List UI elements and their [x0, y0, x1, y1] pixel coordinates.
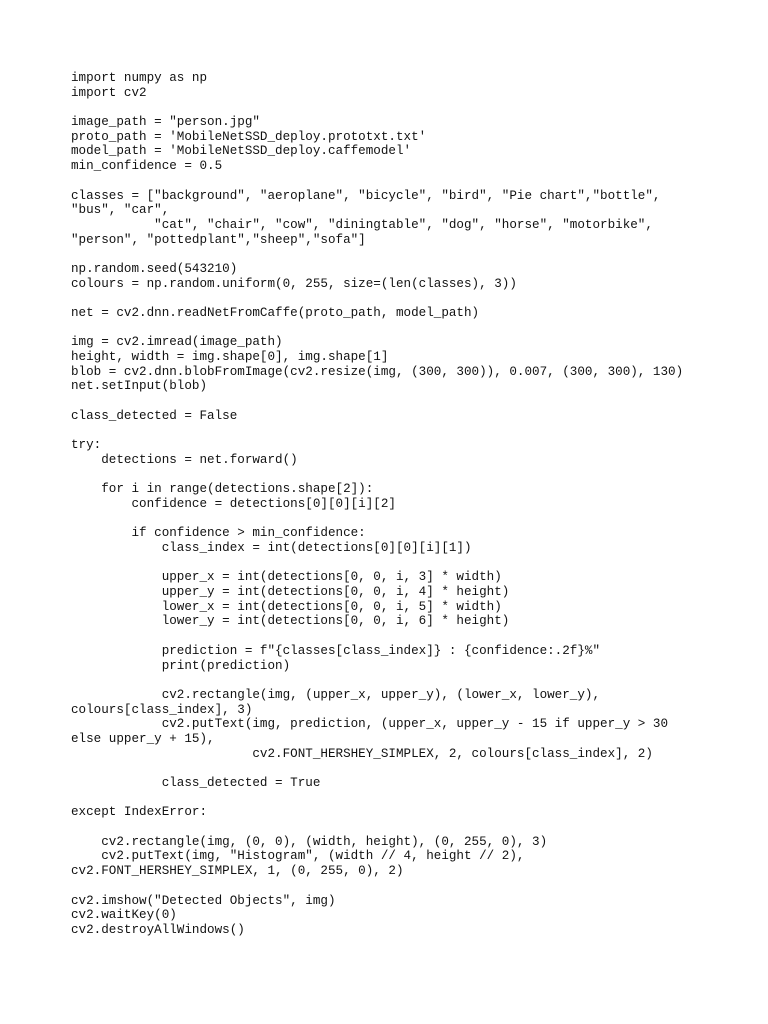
code-line: confidence = detections[0][0][i][2]	[71, 496, 396, 511]
code-line: except IndexError:	[71, 805, 208, 820]
code-line: colours = np.random.uniform(0, 255, size=(len(classes), 3))	[71, 276, 517, 291]
blank-line	[71, 673, 711, 688]
code-line: classes = ["background", "aeroplane", "bicycle", "bird", "Pie chart","bottle",	[71, 188, 661, 203]
code-line: import numpy as np	[71, 71, 208, 85]
blank-line	[71, 629, 711, 644]
code-line: "bus", "car",	[71, 203, 170, 218]
code-line: img = cv2.imread(image_path)	[71, 335, 283, 350]
code-listing	[71, 71, 711, 938]
blank-line	[71, 100, 711, 115]
code-line: "cat", "chair", "cow", "diningtable", "dog", "horse", "motorbike",	[71, 217, 653, 232]
code-line: cv2.rectangle(img, (upper_x, upper_y), (lower_x, lower_y),	[71, 687, 601, 702]
blank-line	[71, 247, 711, 262]
blank-line	[71, 879, 711, 894]
code-line: min_confidence = 0.5	[71, 159, 223, 174]
code-line: else upper_y + 15),	[71, 731, 215, 746]
code-line: detections = net.forward()	[71, 452, 298, 467]
code-line: cv2.FONT_HERSHEY_SIMPLEX, 2, colours[class_index], 2)	[71, 746, 653, 761]
code-line: class_detected = True	[71, 776, 321, 790]
code-line: proto_path = 'MobileNetSSD_deploy.prototxt.txt'	[71, 129, 427, 144]
code-line: np.random.seed(543210)	[71, 261, 238, 276]
code-line: cv2.putText(img, "Histogram", (width // 4, height // 2),	[71, 849, 525, 864]
code-line: colours[class_index], 3)	[71, 702, 253, 717]
code-line: cv2.putText(img, prediction, (upper_x, upper_y - 15 if upper_y > 30	[71, 717, 669, 732]
blank-line	[71, 321, 711, 336]
code-line: cv2.FONT_HERSHEY_SIMPLEX, 1, (0, 255, 0), 2)	[71, 864, 404, 879]
code-line: print(prediction)	[71, 658, 291, 673]
code-line: cv2.destroyAllWindows()	[71, 922, 245, 937]
blank-line	[71, 761, 711, 776]
code-line: net = cv2.dnn.readNetFromCaffe(proto_path, model_path)	[71, 306, 480, 320]
blank-line	[71, 820, 711, 835]
code-line: "person", "pottedplant","sheep","sofa"]	[71, 232, 366, 247]
code-line: import cv2	[71, 85, 147, 100]
code-line: lower_x = int(detections[0, 0, i, 5] * width)	[71, 599, 502, 614]
code-line: try:	[71, 438, 102, 453]
blank-line	[71, 791, 711, 806]
code-line: blob = cv2.dnn.blobFromImage(cv2.resize(img, (300, 300)), 0.007, (300, 300), 130)	[71, 364, 684, 379]
code-line: cv2.waitKey(0)	[71, 908, 177, 923]
blank-line	[71, 556, 711, 571]
code-line: net.setInput(blob)	[71, 379, 208, 394]
code-line: prediction = f"{classes[class_index]} : {confidence:.2f}%"	[71, 643, 601, 658]
blank-line	[71, 174, 711, 189]
blank-line	[71, 291, 711, 306]
blank-line	[71, 512, 711, 527]
code-line: for i in range(detections.shape[2]):	[71, 482, 374, 497]
code-line: model_path = 'MobileNetSSD_deploy.caffemodel'	[71, 144, 412, 159]
code-line: class_detected = False	[71, 408, 238, 423]
code-line: height, width = img.shape[0], img.shape[1]	[71, 350, 389, 365]
code-line: if confidence > min_confidence:	[71, 526, 366, 541]
code-line: upper_y = int(detections[0, 0, i, 4] * height)	[71, 585, 510, 600]
code-line: cv2.rectangle(img, (0, 0), (width, height), (0, 255, 0), 3)	[71, 834, 548, 849]
blank-line	[71, 468, 711, 483]
code-line: cv2.imshow("Detected Objects", img)	[71, 893, 336, 908]
code-line: image_path = "person.jpg"	[71, 115, 260, 130]
blank-line	[71, 424, 711, 439]
code-line: class_index = int(detections[0][0][i][1])	[71, 541, 472, 555]
code-line: lower_y = int(detections[0, 0, i, 6] * height)	[71, 614, 510, 629]
code-line: upper_x = int(detections[0, 0, i, 3] * width)	[71, 570, 502, 585]
blank-line	[71, 394, 711, 409]
